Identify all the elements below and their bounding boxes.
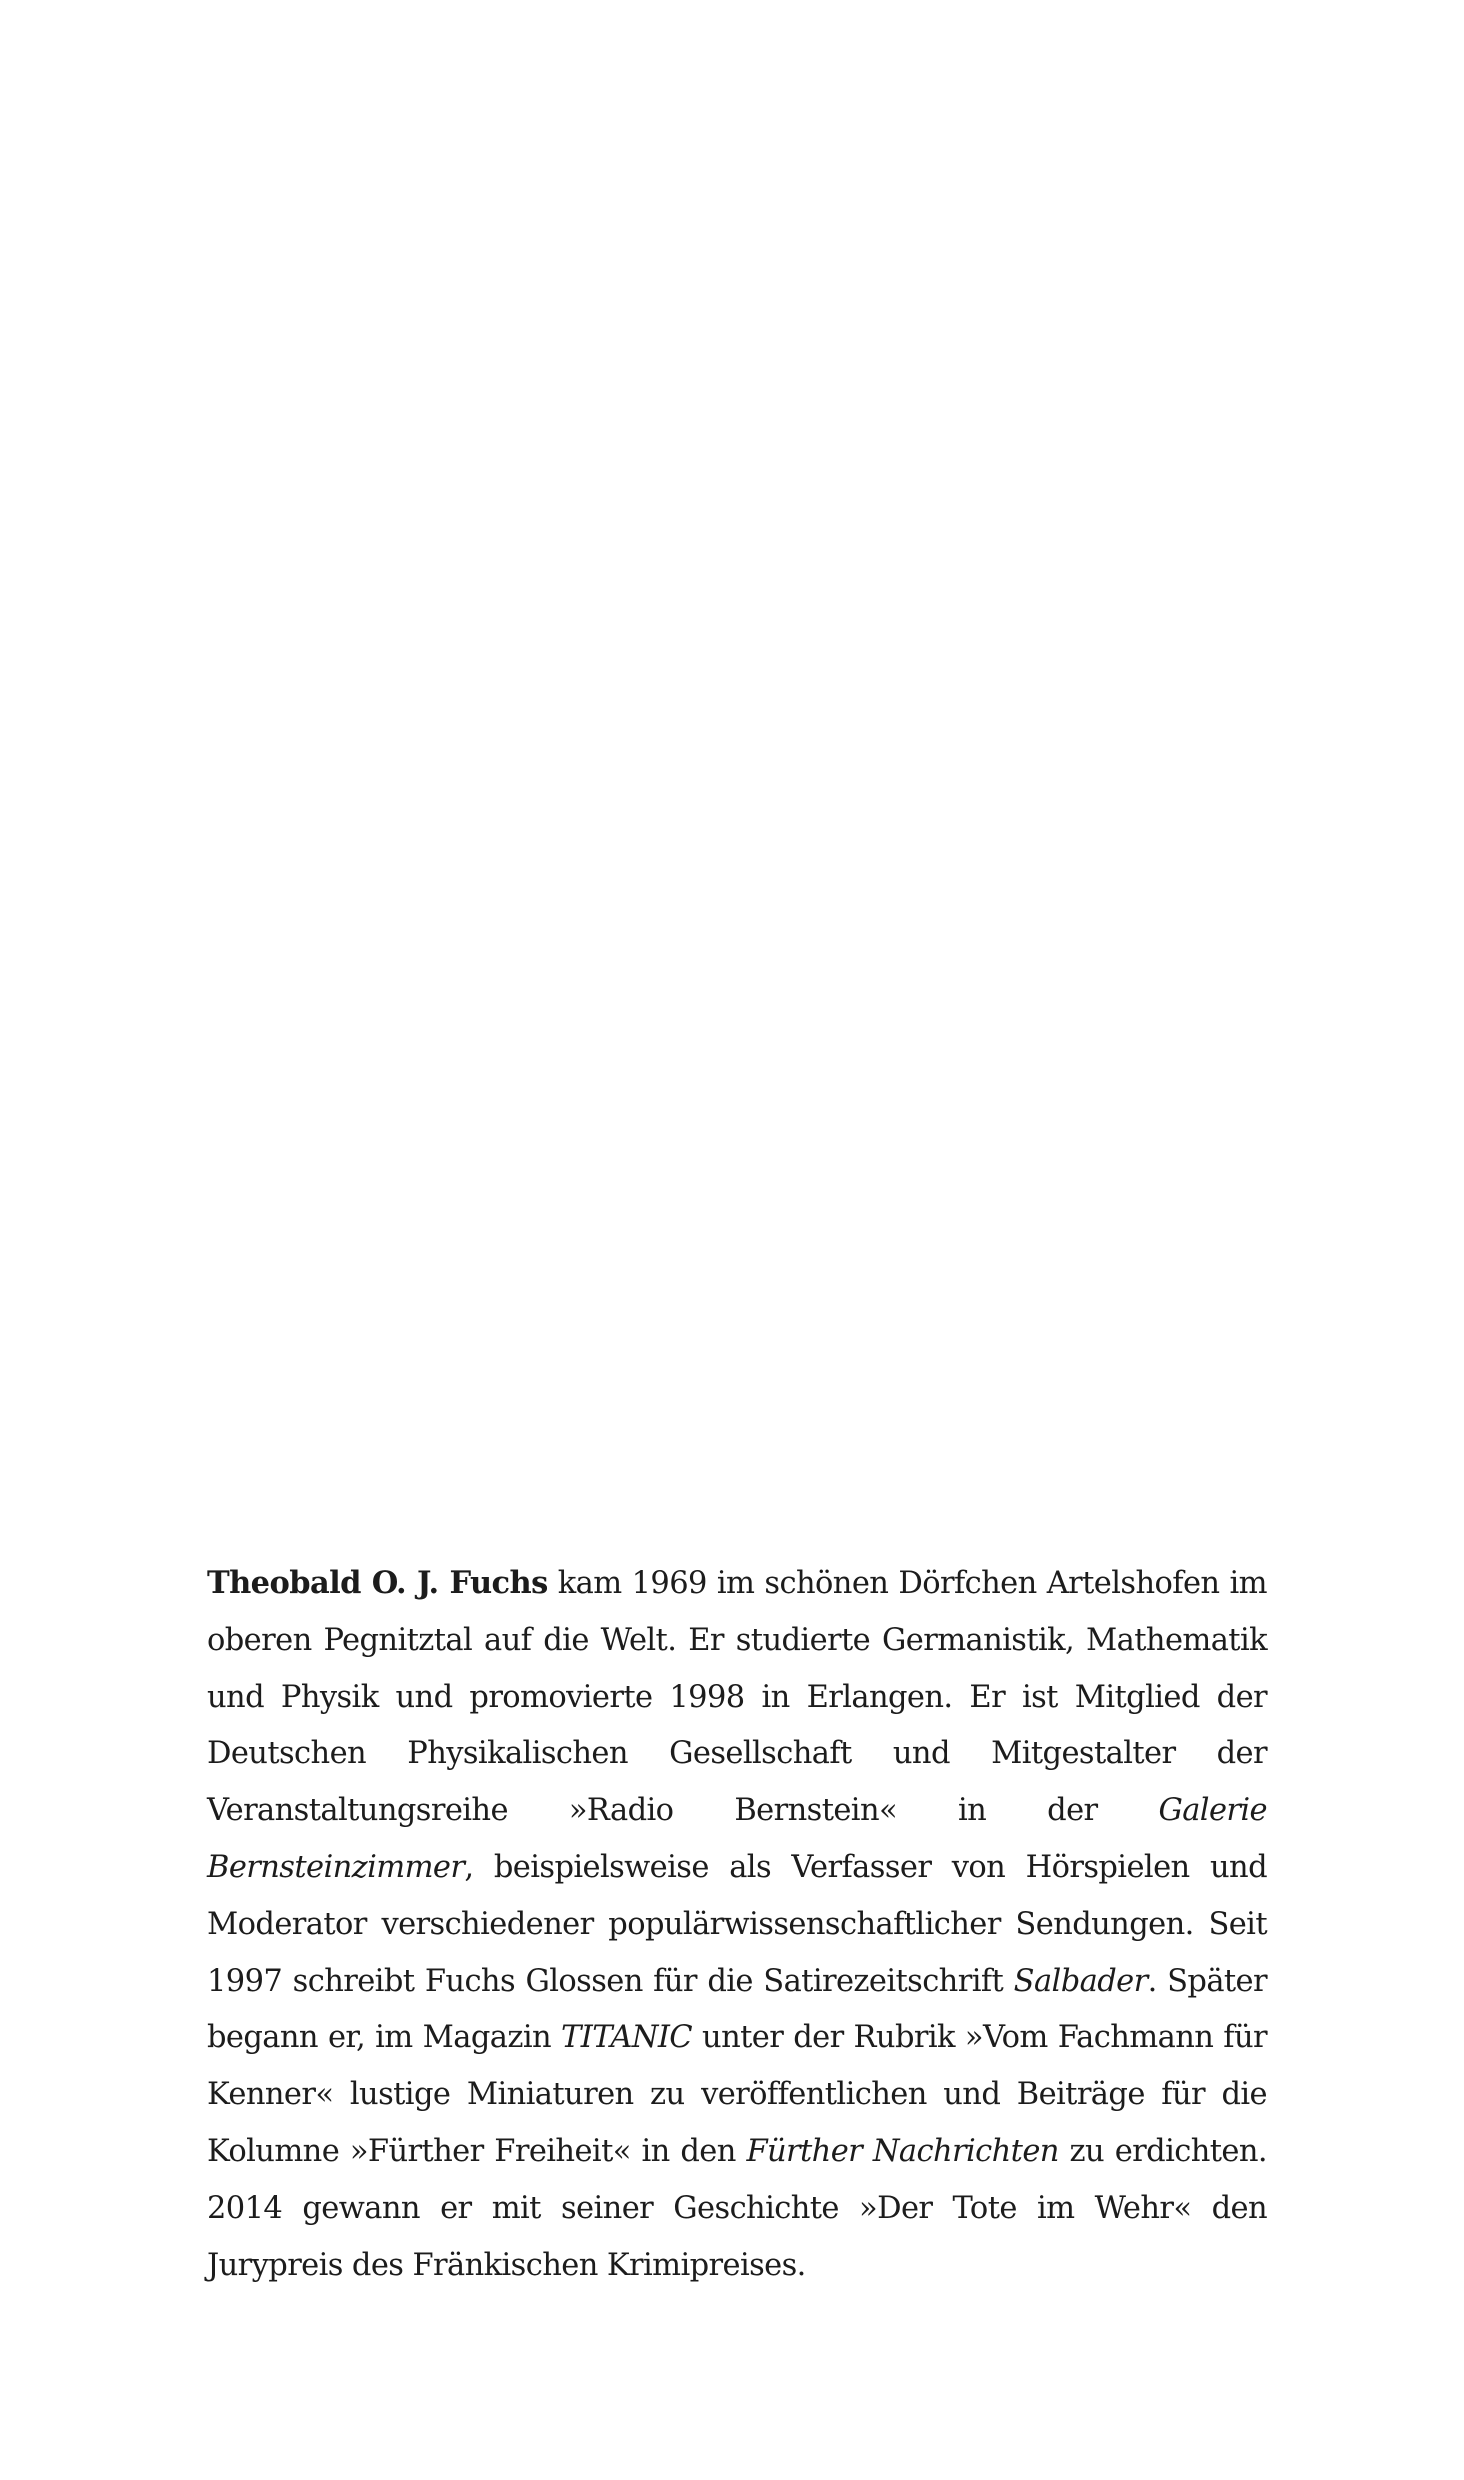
bio-text-part-4: unter der Rubrik »Vom Fachmann für Kenner« lustige Miniaturen zu veröffentlichen und Beiträge für die Kolumne »Fürther Freiheit« in den <box>207 2020 1268 2169</box>
author-name: Theobald O. J. Fuchs <box>207 1565 548 1601</box>
bio-text-part-5: zu erdichten. 2014 gewann er mit seiner Geschichte »Der Tote im Wehr« den Jurypreis des Fränkischen Krimipreises. <box>207 2133 1267 2283</box>
author-biography <box>207 1555 1267 2294</box>
magazine-salbader: Salbader <box>1013 1963 1148 1999</box>
gallery-name: Galerie Bernsteinzimmer <box>207 1793 1267 1885</box>
newspaper-name: Fürther Nachrichten <box>746 2133 1059 2169</box>
magazine-titanic: TITANIC <box>561 2020 693 2056</box>
bio-text-part-1: kam 1969 im schönen Dörfchen Artelshofen im oberen Pegnitztal auf die Welt. Er studierte Germanistik, Mathematik und Physik und promovierte 1998 in Erlangen. Er ist Mitglied der Deutschen Physikalischen Gesellschaft und Mitgestalter der Veranstaltungsreihe »Radio Bernstein« in der <box>207 1566 1267 1829</box>
bio-text-part-3: . Später begann er, im Magazin <box>207 1963 1267 2056</box>
bio-text-part-2: , beispielsweise als Verfasser von Hörspielen und Moderator verschiedener populärwissenschaftlicher Sendungen. Seit 1997 schreibt Fuchs Glossen für die Satirezeitschrift <box>207 1849 1267 1999</box>
